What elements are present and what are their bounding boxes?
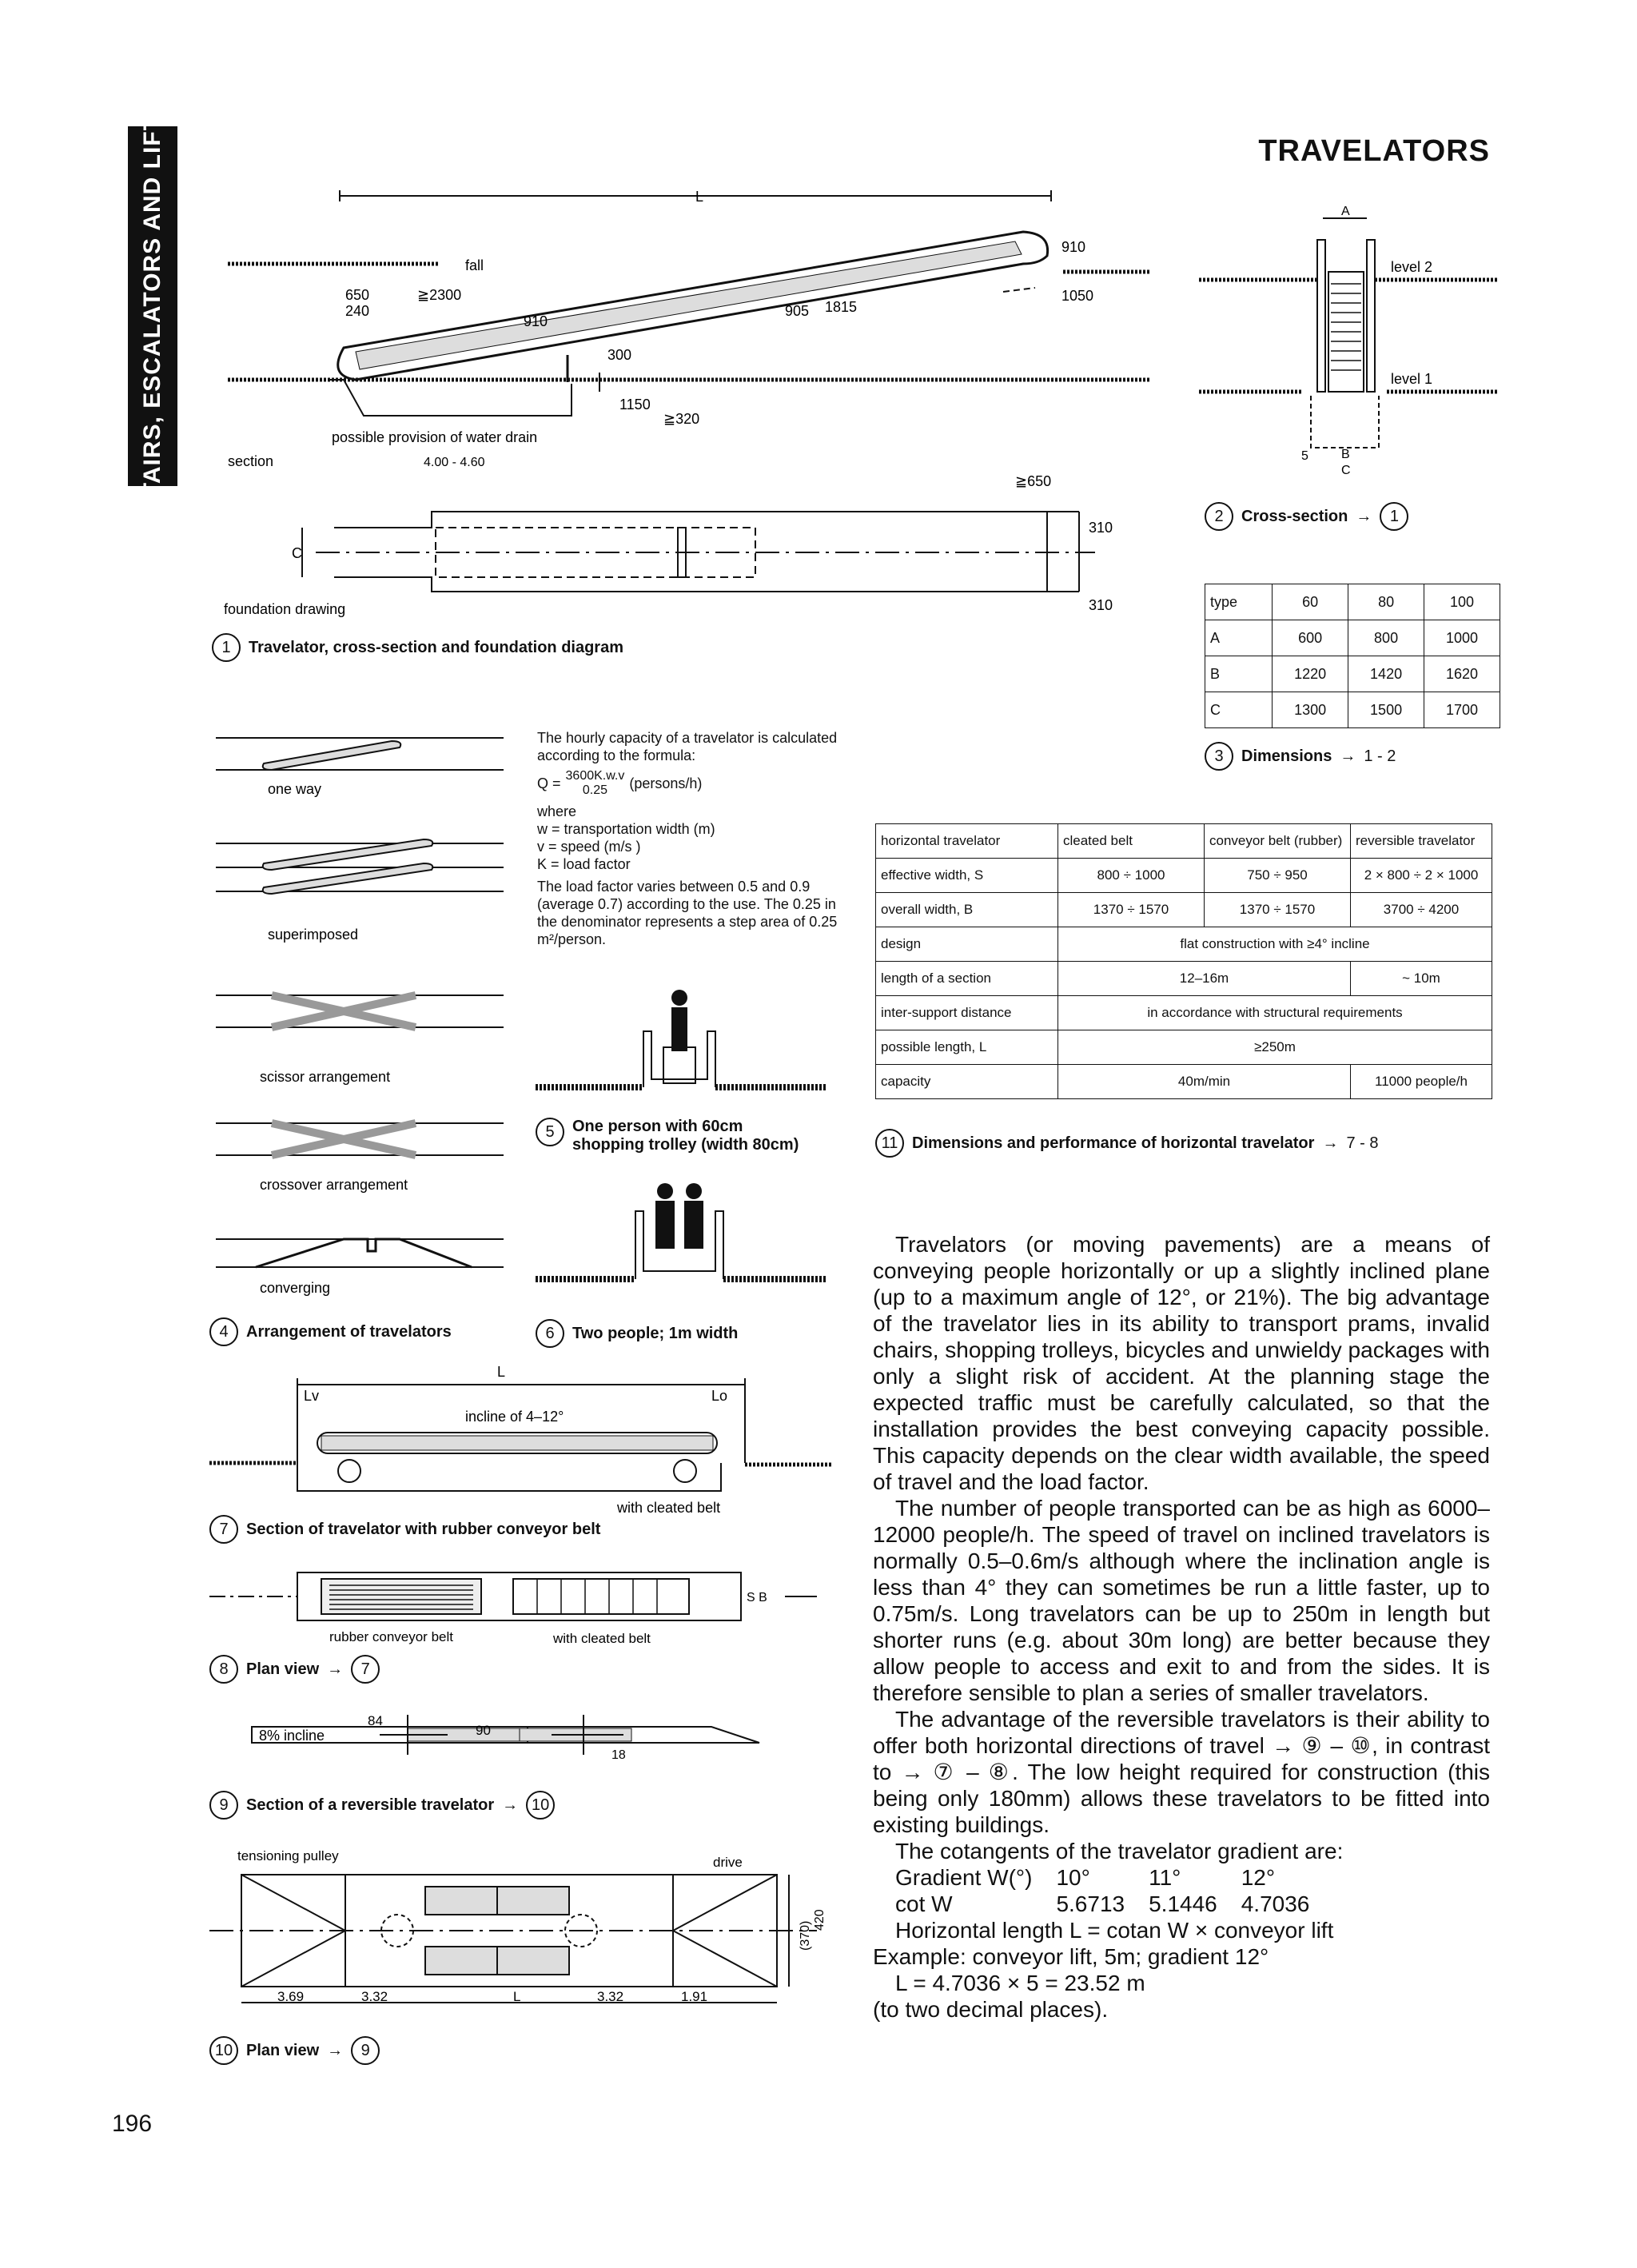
table-row: [895, 1891, 1333, 1917]
table-cell: 80: [1348, 584, 1424, 620]
table-row: [1205, 656, 1500, 692]
formula-denominator: 0.25: [582, 783, 607, 797]
fig11-ref: 7 - 8: [1346, 1134, 1379, 1152]
formula-intro: The hourly capacity of a travelator is calculated according to the formula:: [537, 730, 838, 763]
fig4-label-oneway: one way: [268, 781, 322, 797]
table-cell: 1370 ÷ 1570: [1205, 893, 1351, 927]
fig11-caption-text: Dimensions and performance of horizontal travelator: [912, 1134, 1315, 1152]
fig8-rubber-label: rubber conveyor belt: [329, 1629, 453, 1644]
fig7-cleated-label: with cleated belt: [617, 1500, 721, 1516]
fig1-300-label: 300: [607, 347, 632, 363]
table-row: [876, 996, 1492, 1030]
table-cell: 1420: [1348, 656, 1424, 692]
fig7-number: 7: [209, 1515, 238, 1544]
fig1-320-label: ≧320: [663, 411, 700, 427]
fig1-905-label: 905: [785, 303, 810, 319]
fig10-191-label: 1.91: [681, 1989, 708, 2004]
table-cell: 1000: [1424, 620, 1500, 656]
fig1-910b-label: 910: [1061, 239, 1086, 255]
table-cell: flat construction with ≥4° incline: [1058, 927, 1492, 962]
fig6-two-people-drawing: [536, 1179, 831, 1295]
table-cell: 5.6713: [1056, 1891, 1125, 1916]
fig2-caption: 2 Cross-section → 1: [1205, 502, 1408, 531]
body-paragraph-2: The number of people transported can be as high as 6000–12000 people/h. The speed of travel on inclined travelators is normally 0.5–0.6m/s although where the inclination angle is less than 4° they can sometimes be run a little faster, up to 0.75m/s. Long travelators can be up to 250m in length but shorter runs (e.g. about 30m long) are better because they allow people to access and exit to and from the sides. It is therefore sensible to plan a series of smaller travelators.: [873, 1496, 1490, 1705]
fig7-Lo-label: Lo: [711, 1388, 728, 1404]
fig1-2300-label: ≧2300: [417, 287, 462, 303]
fig5-caption-line2: shopping trolley (width 80cm): [572, 1136, 799, 1154]
table-cell: 1620: [1424, 656, 1500, 692]
fig8-caption: 8 Plan view → 7: [209, 1655, 380, 1684]
table-cell: 12–16m: [1058, 962, 1351, 996]
table-cell: B: [1205, 656, 1273, 692]
fig4-label-superimposed: superimposed: [268, 927, 359, 943]
table-cell: 12°: [1241, 1865, 1276, 1890]
fig7-incline-label: incline of 4–12°: [465, 1409, 564, 1425]
body-paragraph-4: The cotangents of the travelator gradient are:: [895, 1839, 1344, 1863]
table-row: [1205, 620, 1500, 656]
table-row: [876, 1065, 1492, 1099]
formula-unit: (persons/h): [629, 775, 703, 791]
fig10-caption: 10 Plan view → 9: [209, 2036, 380, 2065]
fig1-1815-label: 1815: [825, 299, 858, 315]
table-cell: 60: [1273, 584, 1348, 620]
table-cell: ~ 10m: [1351, 962, 1492, 996]
fig7-caption-text: Section of travelator with rubber conveyor belt: [246, 1520, 601, 1538]
table-cell: design: [876, 927, 1058, 962]
fig1-310b-label: 310: [1089, 597, 1113, 613]
table-row: [876, 859, 1492, 893]
fig2-ref: 1: [1380, 502, 1408, 531]
fig10-370-label: (370): [799, 1920, 812, 1951]
table-row: [895, 1864, 1333, 1891]
table-cell: 1370 ÷ 1570: [1058, 893, 1205, 927]
table-row: [1205, 584, 1500, 620]
fig6-caption: [536, 1319, 738, 1348]
table-cell: 1700: [1424, 692, 1500, 728]
fig1-section-drawing: [216, 184, 1159, 632]
table-cell: in accordance with structural requirements: [1058, 996, 1492, 1030]
body-paragraph-5: Horizontal length L = cotan W × conveyor lift: [895, 1918, 1334, 1943]
fig8-number: 8: [209, 1655, 238, 1684]
fig2-cross-section-drawing: [1199, 204, 1503, 492]
fig1-L-label: L: [695, 189, 704, 205]
table-cell: 800 ÷ 1000: [1058, 859, 1205, 893]
fig9-84-label: 84: [368, 1713, 383, 1728]
table-cell: 11000 people/h: [1351, 1065, 1492, 1099]
person-icon: [686, 1183, 702, 1199]
fig10-369-label: 3.69: [277, 1989, 305, 2004]
table-cell: 800: [1348, 620, 1424, 656]
fig1-310a-label: 310: [1089, 520, 1113, 536]
formula-equation: [537, 769, 849, 798]
table-cell: reversible travelator: [1351, 824, 1492, 859]
fig11-number: 11: [875, 1129, 904, 1158]
fig8-plan-drawing: [209, 1563, 833, 1651]
body-paragraph-7: L = 4.7036 × 5 = 23.52 m: [895, 1971, 1145, 1995]
formula-where: where: [537, 803, 577, 819]
table-cell: 11°: [1149, 1865, 1181, 1890]
fig4-label-converging: converging: [260, 1280, 331, 1296]
fig2-number: 2: [1205, 502, 1233, 531]
table-cell: possible length, L: [876, 1030, 1058, 1065]
formula-q: Q =: [537, 775, 561, 791]
fig8-caption-text: Plan view: [246, 1660, 320, 1678]
body-text: [873, 1231, 1490, 2023]
sidebar-text: STAIRS, ESCALATORS AND LIFTS: [139, 98, 165, 515]
table-cell: inter-support distance: [876, 996, 1058, 1030]
fig10-caption-text: Plan view: [246, 2041, 320, 2059]
table-cell: 1500: [1348, 692, 1424, 728]
fig3-caption-text: Dimensions: [1241, 747, 1332, 765]
fig4-number: 4: [209, 1317, 238, 1346]
fig1-fall-label: fall: [465, 257, 484, 273]
fig3-caption: 3 Dimensions → 1 - 2: [1205, 742, 1396, 771]
table-cell: 40m/min: [1058, 1065, 1351, 1099]
fig4-arrangement-drawings: [208, 723, 512, 1299]
fig5-caption-line1: One person with 60cm: [572, 1118, 743, 1135]
table-cell: 1220: [1273, 656, 1348, 692]
formula-block: [537, 729, 849, 948]
table-row: [876, 1030, 1492, 1065]
fig3-dimensions-table: [1205, 584, 1500, 728]
fig1-c-label: C: [292, 545, 302, 561]
fig1-number: 1: [212, 633, 241, 662]
fig11-performance-table: [875, 823, 1492, 1099]
table-row: [876, 824, 1492, 859]
table-cell: 100: [1424, 584, 1500, 620]
fig1-caption: [212, 633, 623, 662]
table-row: [1205, 692, 1500, 728]
fig1-1150-label: 1150: [619, 397, 651, 413]
table-cell: capacity: [876, 1065, 1058, 1099]
fig7-section-drawing: [209, 1364, 833, 1516]
fig9-section-drawing: [248, 1711, 831, 1767]
fig4-label-crossover: crossover arrangement: [260, 1177, 408, 1193]
fig8-cleated-label: with cleated belt: [553, 1631, 651, 1646]
fig4-label-scissor: scissor arrangement: [260, 1069, 391, 1085]
fig10-number: 10: [209, 2036, 238, 2065]
fig8-ref: 7: [351, 1655, 380, 1684]
fig4-caption: [209, 1317, 452, 1346]
table-cell: 10°: [1056, 1865, 1090, 1890]
table-row: [876, 927, 1492, 962]
table-cell: 5.1446: [1149, 1891, 1217, 1916]
fig5-number: 5: [536, 1118, 564, 1146]
fig7-caption: [209, 1515, 600, 1544]
fig9-number: 9: [209, 1791, 238, 1820]
fig1-1050-label: 1050: [1061, 288, 1094, 304]
formula-v: v = speed (m/s ): [537, 839, 641, 855]
fig2-A-label: A: [1341, 205, 1350, 218]
fig2-B-label: B: [1341, 448, 1350, 461]
fig9-ref: 10: [526, 1791, 555, 1820]
formula-note: The load factor varies between 0.5 and 0.9 (average 0.7) according to the use. The 0.25 in the denominator represents a step area of 0.25 m²/person.: [537, 879, 838, 947]
table-cell: cleated belt: [1058, 824, 1205, 859]
fig2-level2-label: level 2: [1391, 259, 1433, 275]
fig10-pulley-label: tensioning pulley: [237, 1848, 339, 1863]
fig10-plan-drawing: [209, 1843, 833, 2019]
table-cell: A: [1205, 620, 1273, 656]
table-cell: type: [1205, 584, 1273, 620]
fig3-number: 3: [1205, 742, 1233, 771]
body-paragraph-3: The advantage of the reversible travelators is their ability to offer both horizontal directions of travel → ⑨ – ⑩, in contrast to → ⑦ – ⑧. The low height required for construction (this being only 180mm) allows these travelators to be fitted into existing buildings.: [873, 1707, 1490, 1837]
fig2-level1-label: level 1: [1391, 371, 1433, 387]
fig9-18-label: 18: [611, 1748, 626, 1762]
fig2-C-label: C: [1341, 464, 1351, 477]
fig1-910a-label: 910: [524, 313, 548, 329]
section-sidebar-tab: [128, 98, 177, 515]
page-number: 196: [112, 2111, 153, 2137]
table-cell: 600: [1273, 620, 1348, 656]
table-cell: ≥250m: [1058, 1030, 1492, 1065]
fig1-foundation-label: foundation drawing: [224, 601, 346, 617]
fig10-332a-label: 3.32: [361, 1989, 388, 2004]
fig3-ref: 1 - 2: [1364, 747, 1396, 765]
fig1-section-label: section: [228, 453, 274, 469]
person-icon: [657, 1183, 673, 1199]
fig1-650-label: 650: [345, 287, 370, 303]
fig1-caption-text: Travelator, cross-section and foundation diagram: [249, 638, 623, 656]
table-cell: 2 × 800 ÷ 2 × 1000: [1351, 859, 1492, 893]
formula-numerator: 3600K.w.v: [565, 769, 625, 783]
fig2-caption-text: Cross-section: [1241, 507, 1348, 525]
table-cell: overall width, B: [876, 893, 1058, 927]
fig9-caption-text: Section of a reversible travelator: [246, 1796, 495, 1814]
person-icon: [671, 990, 687, 1006]
fig7-L-label: L: [497, 1364, 506, 1380]
fig7-Lv-label: Lv: [304, 1388, 320, 1404]
table-cell: effective width, S: [876, 859, 1058, 893]
fig1-span-label: 4.00 - 4.60: [424, 456, 485, 469]
fig1-water-label: possible provision of water drain: [332, 429, 538, 445]
page-title: TRAVELATORS: [1258, 134, 1490, 168]
fig10-L-label: L: [513, 1989, 521, 2004]
fig9-caption: 9 Section of a reversible travelator → 10: [209, 1791, 555, 1820]
body-paragraph-1: Travelators (or moving pavements) are a means of conveying people horizontally or up a slightly inclined plane (up to a maximum angle of 12°, or 21%). The big advantage of the travelator lies in its ability to transport prams, invalid chairs, shopping trolleys, bicycles and unwieldy packages with only a slight risk of accident. At the planning stage the expected traffic must be carefully calculated, so that the installation provides the best conveying capacity possible. This capacity depends on the clear width available, the speed of travel and the load factor.: [873, 1232, 1490, 1494]
fig6-number: 6: [536, 1319, 564, 1348]
cotangent-table: [895, 1864, 1333, 1917]
fig6-caption-text: Two people; 1m width: [572, 1324, 739, 1342]
body-paragraph-6: Example: conveyor lift, 5m; gradient 12°: [873, 1944, 1269, 1969]
fig9-90-label: 90: [476, 1723, 491, 1738]
fig11-caption: 11 Dimensions and performance of horizontal travelator → 7 - 8: [875, 1129, 1378, 1158]
body-paragraph-8: (to two decimal places).: [873, 1997, 1109, 2022]
table-cell: horizontal travelator: [876, 824, 1058, 859]
formula-w: w = transportation width (m): [537, 821, 715, 837]
table-cell: Gradient W(°): [895, 1865, 1033, 1890]
fig1-240-label: 240: [345, 303, 370, 319]
fig8-SB-label: S B: [747, 1591, 767, 1604]
table-row: [876, 962, 1492, 996]
fig10-332b-label: 3.32: [597, 1989, 624, 2004]
table-cell: 4.7036: [1241, 1891, 1310, 1916]
fig10-420-label: 420: [813, 1909, 826, 1931]
formula-k: K = load factor: [537, 856, 631, 872]
table-cell: length of a section: [876, 962, 1058, 996]
fig5-trolley-drawing: [536, 983, 831, 1119]
table-cell: 3700 ÷ 4200: [1351, 893, 1492, 927]
table-cell: 1300: [1273, 692, 1348, 728]
table-row: [876, 893, 1492, 927]
fig9-incline-label: 8% incline: [259, 1728, 325, 1744]
table-cell: conveyor belt (rubber): [1205, 824, 1351, 859]
fig10-ref: 9: [351, 2036, 380, 2065]
table-cell: cot W: [895, 1891, 953, 1916]
fig5-caption: [536, 1118, 799, 1154]
fig10-drive-label: drive: [713, 1855, 743, 1870]
fig1-650b-label: ≧650: [1015, 473, 1052, 489]
table-cell: 750 ÷ 950: [1205, 859, 1351, 893]
fig2-five-label: 5: [1301, 449, 1308, 463]
fig4-caption-text: Arrangement of travelators: [246, 1322, 452, 1341]
table-cell: C: [1205, 692, 1273, 728]
